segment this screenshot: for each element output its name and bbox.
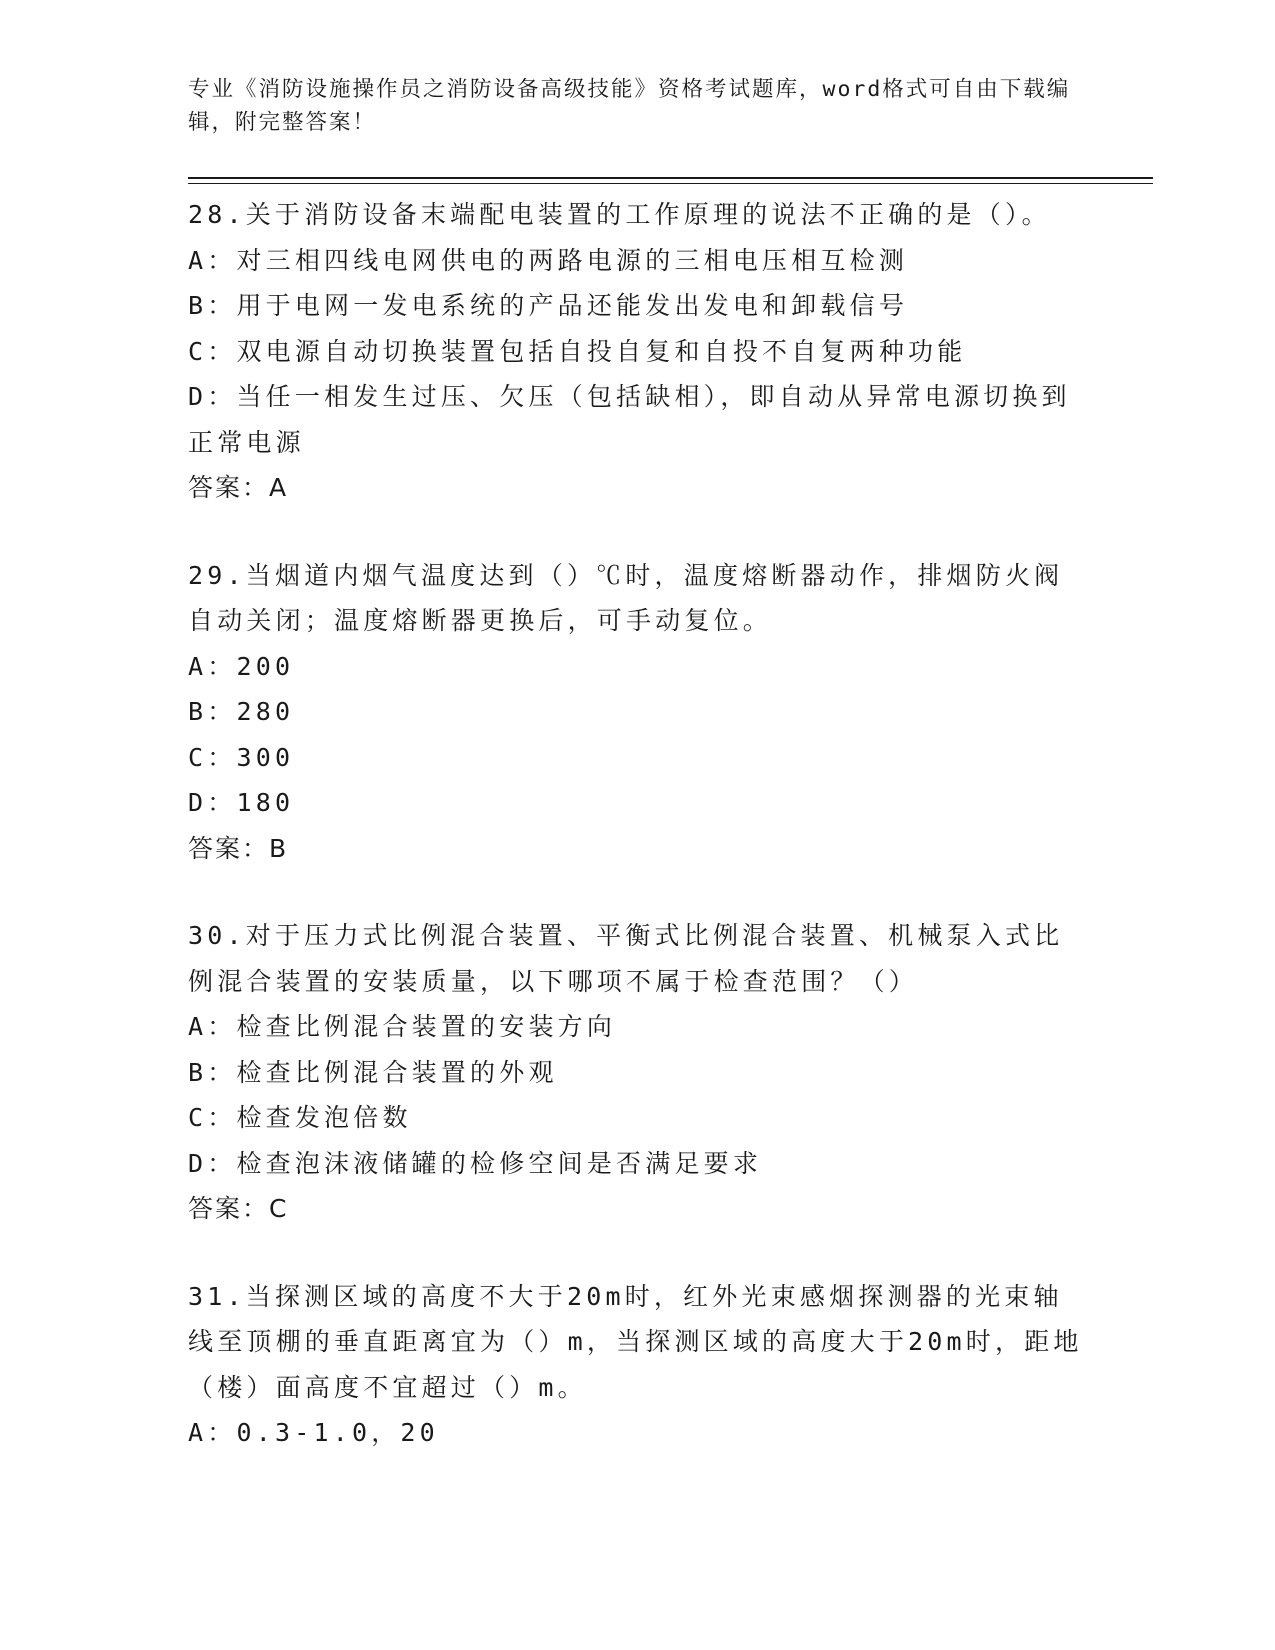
answer-label: 答案： <box>188 833 270 863</box>
document-header: 专业《消防设施操作员之消防设备高级技能》资格考试题库，word格式可自由下载编辑，附完整答案！ <box>188 77 1071 135</box>
option-b: B：检查比例混合装置的外观 <box>188 1057 558 1087</box>
option-d: D：当任一相发生过压、欠压（包括缺相），即自动从异常电源切换到正常电源 <box>188 382 1071 457</box>
option-a: A：检查比例混合装置的安装方向 <box>188 1012 617 1041</box>
answer-line <box>188 826 1088 872</box>
option-c: C：检查发泡倍数 <box>188 1103 412 1132</box>
option-d: D：180 <box>188 788 295 817</box>
answer-value: A <box>269 473 288 502</box>
option-b: B：用于电网一发电系统的产品还能发出发电和卸载信号 <box>188 291 909 320</box>
option-d: D：检查泡沫液储罐的检修空间是否满足要求 <box>188 1148 763 1178</box>
question-stem: 28.关于消防设备末端配电装置的工作原理的说法不正确的是（）。 <box>188 200 1051 229</box>
header-rule-thick <box>188 177 1153 179</box>
question-stem: 29.当烟道内烟气温度达到（）℃时，温度熔断器动作，排烟防火阀自动关闭；温度熔断器更换后，可手动复位。 <box>188 560 1064 635</box>
question-28 <box>188 192 1088 511</box>
header-rule-thin <box>188 183 1153 184</box>
question-stem: 30.对于压力式比例混合装置、平衡式比例混合装置、机械泵入式比例混合装置的安装质量，以下哪项不属于检查范围？（） <box>188 921 1064 996</box>
question-stem: 31.当探测区域的高度不大于20m时，红外光束感烟探测器的光束轴线至顶棚的垂直距离宜为（）m，当探测区域的高度大于20m时，距地（楼）面高度不宜超过（）m。 <box>188 1281 1083 1402</box>
option-a: A：对三相四线电网供电的两路电源的三相电压相互检测 <box>188 245 909 275</box>
answer-line <box>188 1186 1088 1232</box>
option-a: A：0.3-1.0，20 <box>188 1418 439 1447</box>
question-29 <box>188 553 1088 872</box>
question-31 <box>188 1274 1088 1456</box>
option-a: A：200 <box>188 651 295 681</box>
answer-line <box>188 465 1088 511</box>
option-b: B：280 <box>188 697 295 726</box>
question-30 <box>188 913 1088 1232</box>
answer-value: B <box>269 833 288 863</box>
option-c: C：双电源自动切换装置包括自投自复和自投不自复两种功能 <box>188 336 967 366</box>
answer-value: C <box>269 1194 288 1223</box>
question-list <box>188 192 1088 1498</box>
answer-label: 答案： <box>188 1194 270 1223</box>
option-c: C：300 <box>188 742 295 772</box>
answer-label: 答案： <box>188 473 270 502</box>
